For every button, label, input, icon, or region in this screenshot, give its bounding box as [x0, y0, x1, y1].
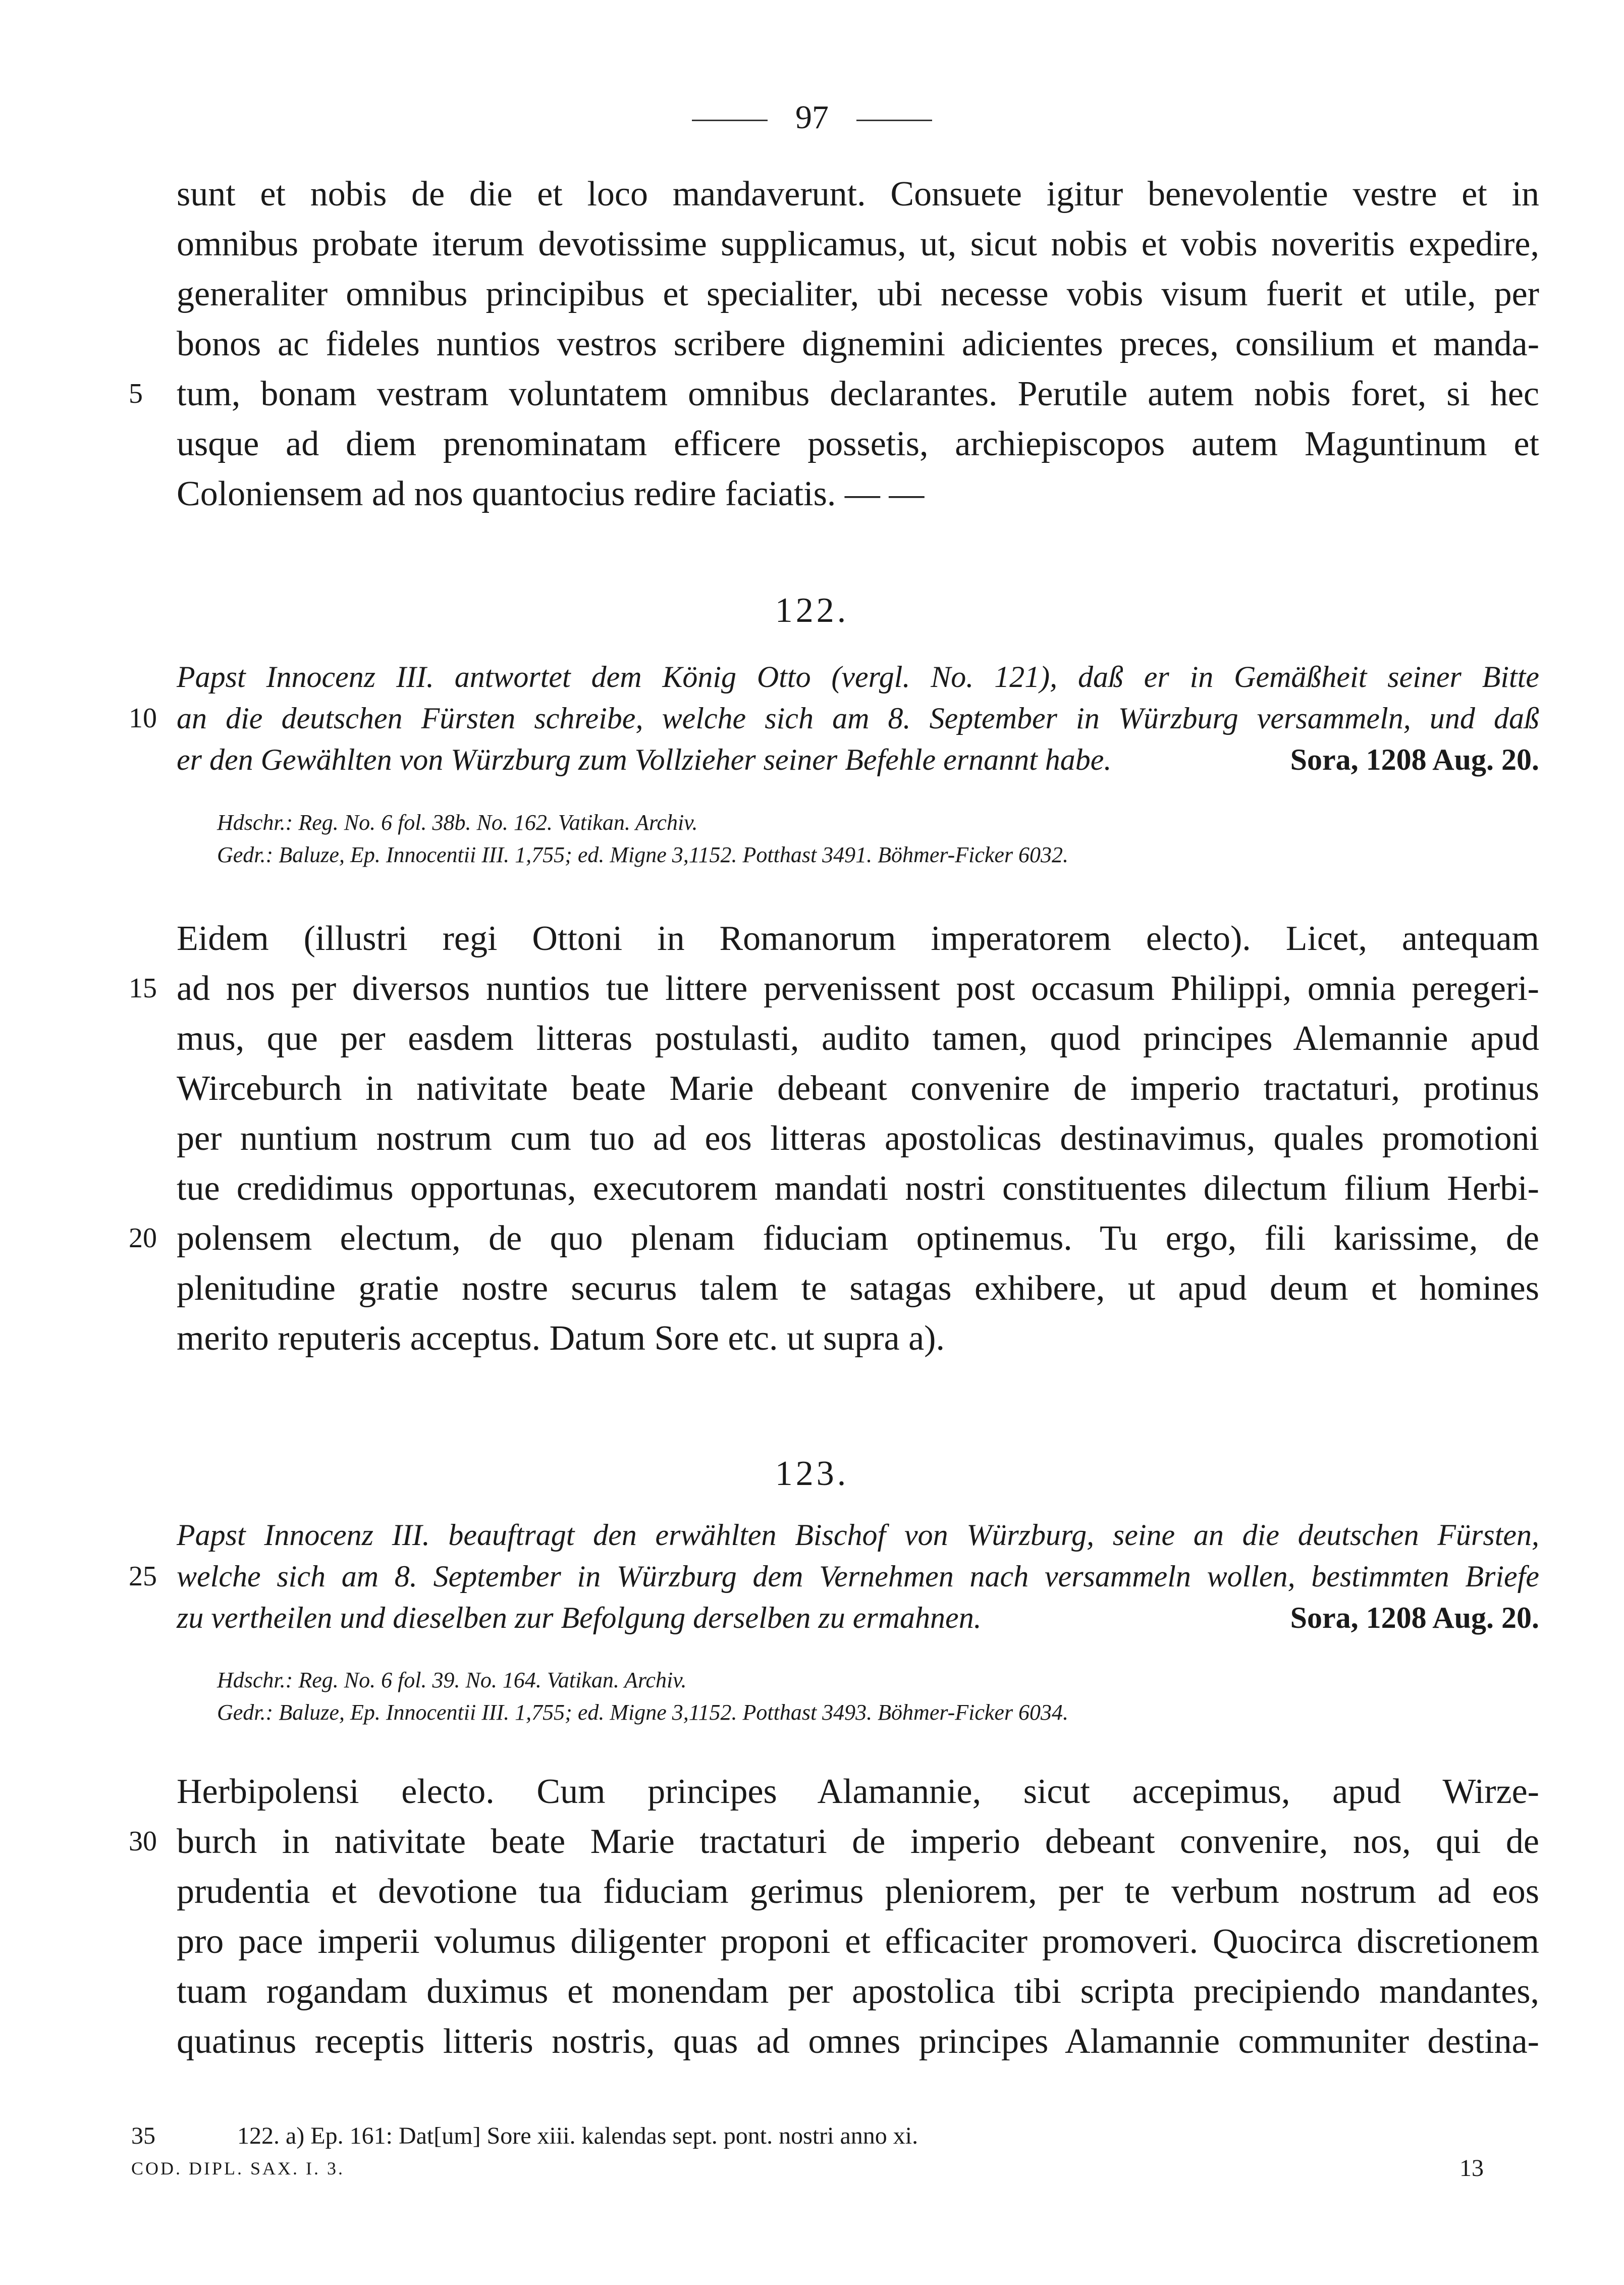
regest-line	[129, 1556, 1539, 1597]
footnote-line-number: 35	[131, 2122, 155, 2149]
line-text: Coloniensem ad nos quantocius redire faciatis. — —	[177, 474, 925, 513]
text-line	[177, 1113, 1539, 1163]
line-text: plenitudine gratie nostre securus talem te satagas exhibere, ut apud deum et homines	[177, 1269, 1539, 1308]
source-line: Gedr.: Baluze, Ep. Innocentii III. 1,755; ed. Migne 3,1152. Potthast 3493. Böhmer-Ficker 6034.	[217, 1700, 1069, 1725]
line-number: 10	[129, 703, 157, 734]
text-line	[129, 369, 1539, 419]
footnote-text: 122. a) Ep. 161: Dat[um] Sore xiii. kalendas sept. pont. nostri anno xi.	[237, 2122, 918, 2149]
line-number: 20	[129, 1223, 157, 1254]
line-text: mus, que per easdem litteras postulasti, audito tamen, quod principes Alemannie apud	[177, 1019, 1539, 1058]
line-text: ad nos per diversos nuntios tue littere pervenissent post occasum Philippi, omnia peregeri-	[177, 969, 1539, 1008]
line-text: Herbipolensi electo. Cum principes Alamannie, sicut accepimus, apud Wirze-	[177, 1772, 1539, 1811]
document-text-123	[129, 1767, 1539, 2066]
line-text: sunt et nobis de die et loco mandaverunt. Consuete igitur benevolentie vestre et in	[177, 175, 1539, 214]
line-text: omnibus probate iterum devotissime supplicamus, ut, sicut nobis et vobis noveritis expedire,	[177, 225, 1539, 263]
line-text: Papst Innocenz III. beauftragt den erwählten Bischof von Würzburg, seine an die deutschen Fürsten,	[177, 1518, 1539, 1552]
line-text: generaliter omnibus principibus et specialiter, ubi necesse vobis visum fuerit et utile, per	[177, 275, 1539, 313]
header-rule-right	[856, 120, 932, 121]
line-text: prudentia et devotione tua fiduciam gerimus pleniorem, per te verbum nostrum ad eos	[177, 1872, 1539, 1911]
footnote-area	[131, 2120, 1544, 2185]
text-line	[177, 269, 1539, 319]
text-line	[129, 1213, 1539, 1263]
text-line	[177, 419, 1539, 469]
text-line	[177, 1767, 1539, 1817]
sheet-number: 13	[1459, 2155, 1484, 2182]
line-number: 5	[129, 378, 143, 409]
sources-122	[217, 807, 1428, 871]
line-text: polensem electum, de quo plenam fiduciam optinemus. Tu ergo, fili karissime, de	[177, 1219, 1539, 1258]
text-line	[177, 2016, 1539, 2066]
line-text: tum, bonam vestram voluntatem omnibus declarantes. Perutile autem nobis foret, si hec	[177, 375, 1539, 413]
document-number-123: 123.	[775, 1454, 849, 1493]
sources-123	[217, 1664, 1428, 1729]
line-text: bonos ac fideles nuntios vestros scribere dignemini adicientes preces, consilium et manda-	[177, 325, 1539, 363]
source-line: Hdschr.: Reg. No. 6 fol. 39. No. 164. Vatikan. Archiv.	[217, 1668, 687, 1692]
line-text: tuam rogandam duximus et monendam per apostolica tibi scripta precipiendo mandantes,	[177, 1972, 1539, 2011]
text-line	[177, 1867, 1539, 1917]
source-line: Gedr.: Baluze, Ep. Innocentii III. 1,755; ed. Migne 3,1152. Potthast 3491. Böhmer-Ficker 6032.	[217, 842, 1069, 867]
line-text: usque ad diem prenominatam efficere possetis, archiepiscopos autem Maguntinum et	[177, 424, 1539, 463]
page-header	[0, 98, 1624, 137]
text-line	[177, 319, 1539, 369]
line-text: Eidem (illustri regi Ottoni in Romanorum imperatorem electo). Licet, antequam	[177, 919, 1539, 958]
document-date: Sora, 1208 Aug. 20.	[1290, 743, 1539, 776]
page-number: 97	[795, 99, 829, 136]
text-line	[129, 964, 1539, 1014]
text-line	[177, 1014, 1539, 1064]
source-line: Hdschr.: Reg. No. 6 fol. 38b. No. 162. Vatikan. Archiv.	[217, 810, 698, 835]
line-text: er den Gewählten von Würzburg zum Vollzieher seiner Befehle ernannt habe.	[177, 743, 1112, 776]
text-line	[177, 219, 1539, 269]
text-line	[177, 469, 1539, 519]
text-line	[177, 1263, 1539, 1313]
regest-line	[177, 1597, 1539, 1638]
document-number-122: 122.	[775, 591, 849, 630]
text-line	[177, 1917, 1539, 1967]
line-text: quatinus receptis litteris nostris, quas ad omnes principes Alamannie communiter destina-	[177, 2022, 1539, 2061]
line-text: an die deutschen Fürsten schreibe, welche sich am 8. September in Würzburg versammeln, und daß	[177, 702, 1539, 735]
line-text: per nuntium nostrum cum tuo ad eos litteras apostolicas destinavimus, quales promotioni	[177, 1119, 1539, 1158]
line-text: Wirceburch in nativitate beate Marie debeant convenire de imperio tractaturi, protinus	[177, 1069, 1539, 1108]
regest-line	[177, 739, 1539, 780]
sheet-signature-line	[131, 2152, 1544, 2185]
document-date: Sora, 1208 Aug. 20.	[1290, 1601, 1539, 1634]
text-line	[177, 1313, 1539, 1363]
regest-122	[129, 656, 1539, 780]
continuation-text	[129, 169, 1539, 519]
document-text-122	[129, 914, 1539, 1363]
regest-line	[177, 1514, 1539, 1556]
line-text: welche sich am 8. September in Würzburg dem Vernehmen nach versammeln wollen, bestimmten Briefe	[177, 1560, 1539, 1593]
text-line	[177, 1967, 1539, 2016]
regest-line	[129, 698, 1539, 739]
regest-123	[129, 1514, 1539, 1638]
text-line	[177, 1163, 1539, 1213]
line-number: 30	[129, 1826, 157, 1857]
line-number: 15	[129, 973, 157, 1004]
line-text: merito reputeris acceptus. Datum Sore etc. ut supra a).	[177, 1319, 945, 1358]
sheet-signature: COD. DIPL. SAX. I. 3.	[131, 2158, 345, 2178]
line-text: burch in nativitate beate Marie tractaturi de imperio debeant convenire, nos, qui de	[177, 1822, 1539, 1861]
line-text: tue credidimus opportunas, executorem mandati nostri constituentes dilectum filium Herbi-	[177, 1169, 1539, 1208]
text-line	[177, 914, 1539, 964]
regest-line	[177, 656, 1539, 698]
text-line	[129, 1817, 1539, 1867]
header-rule-left	[692, 120, 768, 121]
text-line	[177, 1064, 1539, 1113]
text-line	[177, 169, 1539, 219]
line-number: 25	[129, 1561, 157, 1592]
line-text: Papst Innocenz III. antwortet dem König Otto (vergl. No. 121), daß er in Gemäßheit seiner Bitte	[177, 660, 1539, 694]
line-text: zu vertheilen und dieselben zur Befolgung derselben zu ermahnen.	[177, 1601, 982, 1634]
footnote	[131, 2120, 1544, 2152]
line-text: pro pace imperii volumus diligenter proponi et efficaciter promoveri. Quocirca discretionem	[177, 1922, 1539, 1961]
